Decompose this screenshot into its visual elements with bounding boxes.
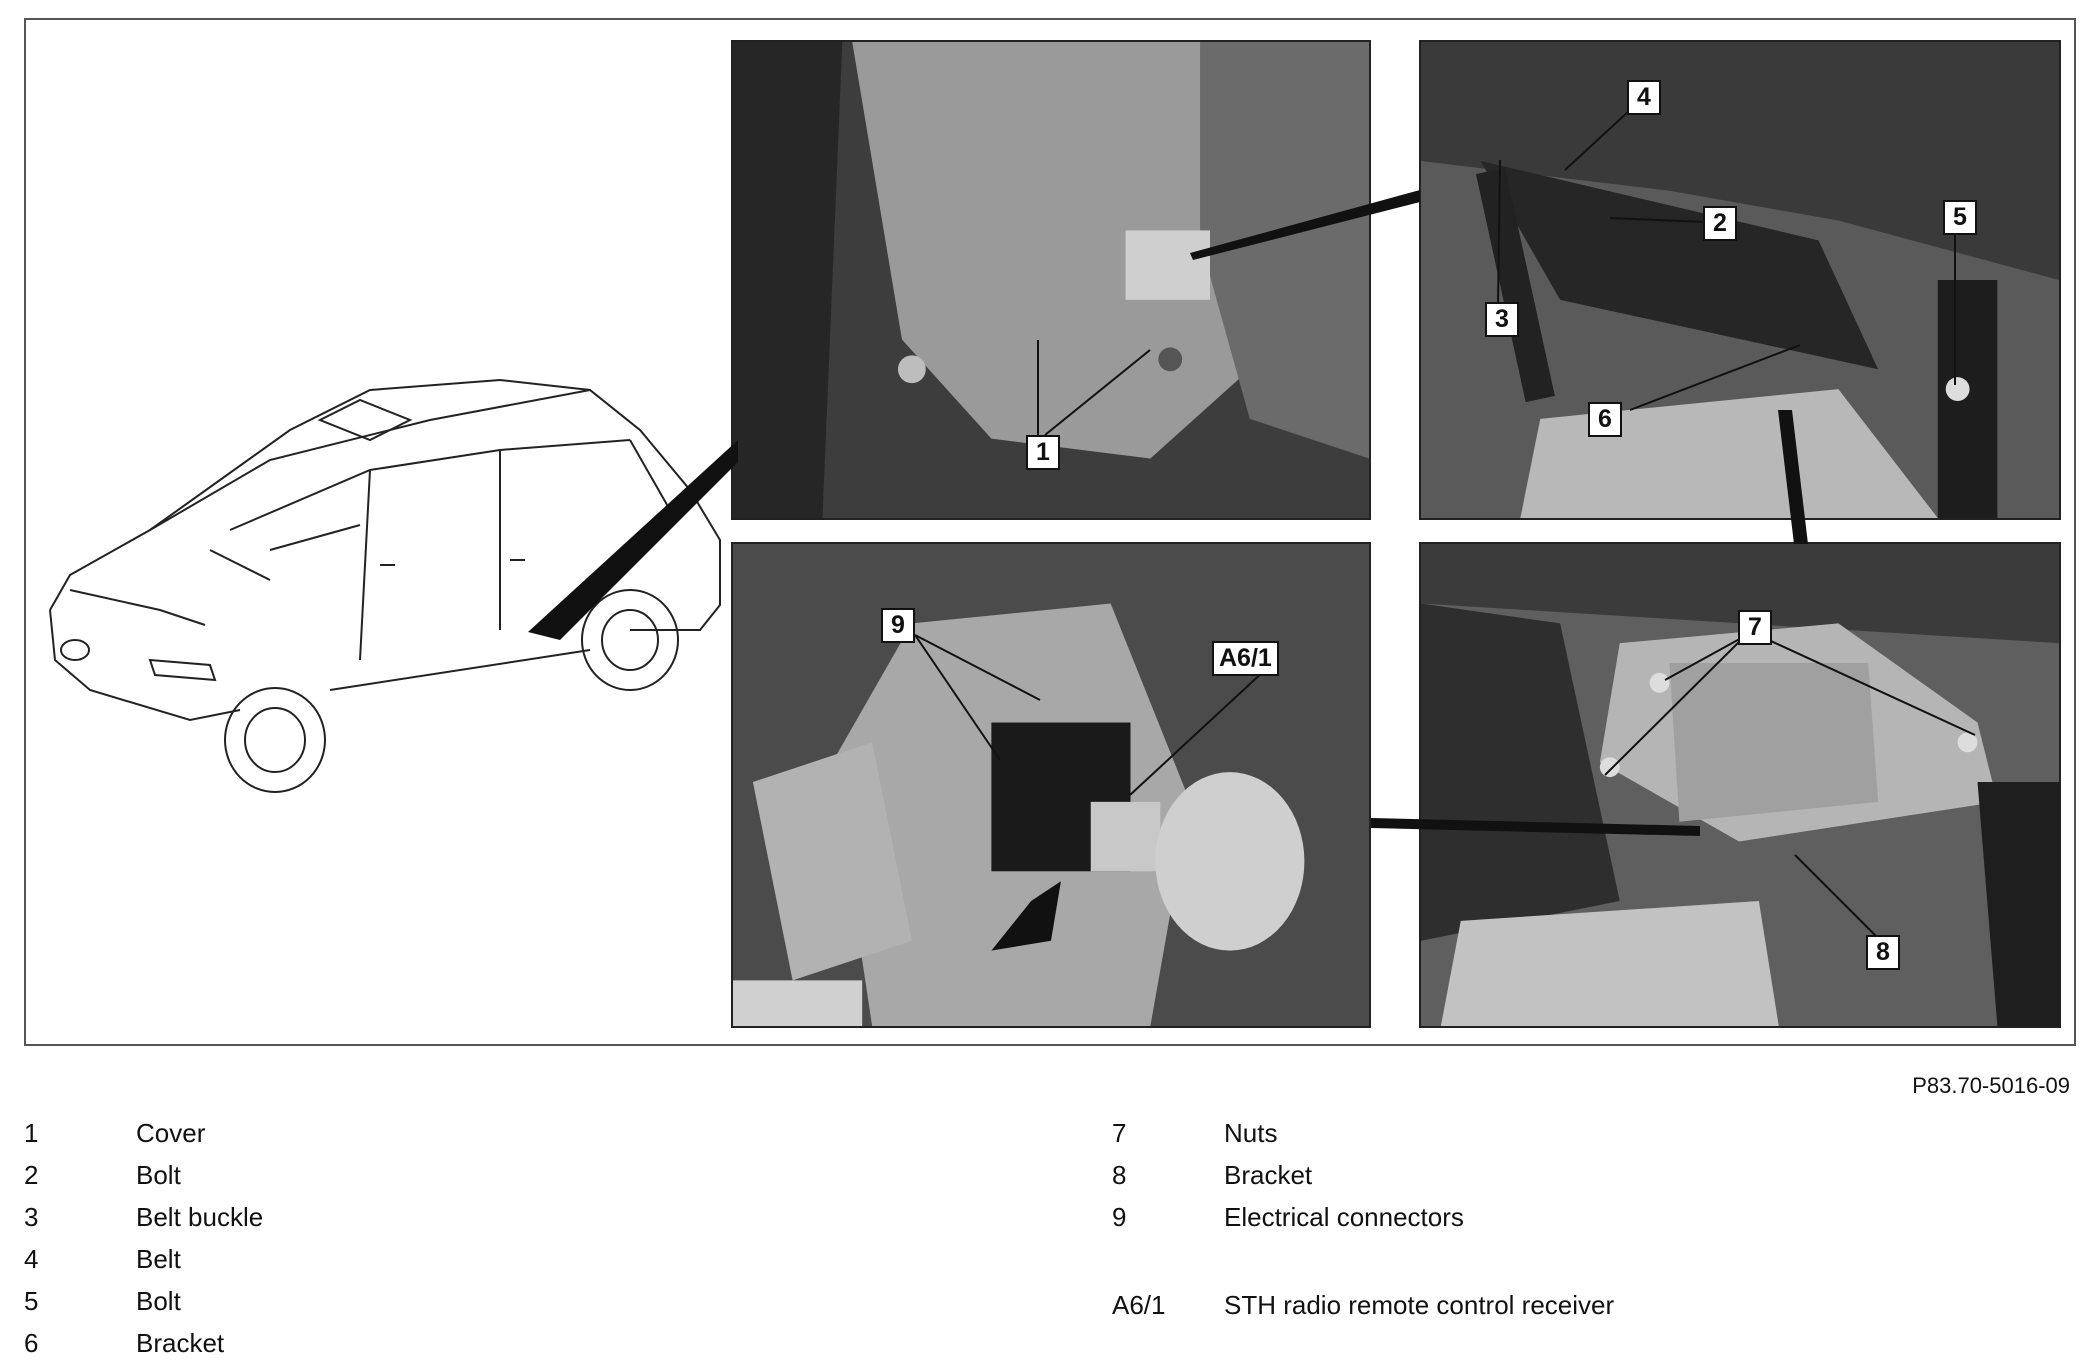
callout-6: 6 [1588, 402, 1622, 437]
vehicle-illustration [30, 360, 730, 800]
callout-2: 2 [1703, 206, 1737, 241]
callout-7: 7 [1738, 610, 1772, 645]
callout-9: 9 [881, 608, 915, 643]
figure-id: P83.70-5016-09 [1912, 1073, 2070, 1098]
photo-belt-buckle-area [1419, 40, 2061, 520]
photo-receiver-bracket [731, 542, 1371, 1028]
callout-3: 3 [1485, 302, 1519, 337]
callout-4: 4 [1627, 80, 1661, 115]
callout-8: 8 [1866, 935, 1900, 970]
callout-a6-1: A6/1 [1212, 641, 1279, 676]
callout-5: 5 [1943, 200, 1977, 235]
legend-left: 1 Cover 2 Bolt 3 Belt buckle 4 Belt 5 Bolt 6 Bracket [24, 1118, 264, 1358]
callout-1: 1 [1026, 435, 1060, 470]
legend-right: 7 Nuts 8 Bracket 9 Electrical connectors A6/1 STH radio remote control receiver [1112, 1118, 1615, 1320]
